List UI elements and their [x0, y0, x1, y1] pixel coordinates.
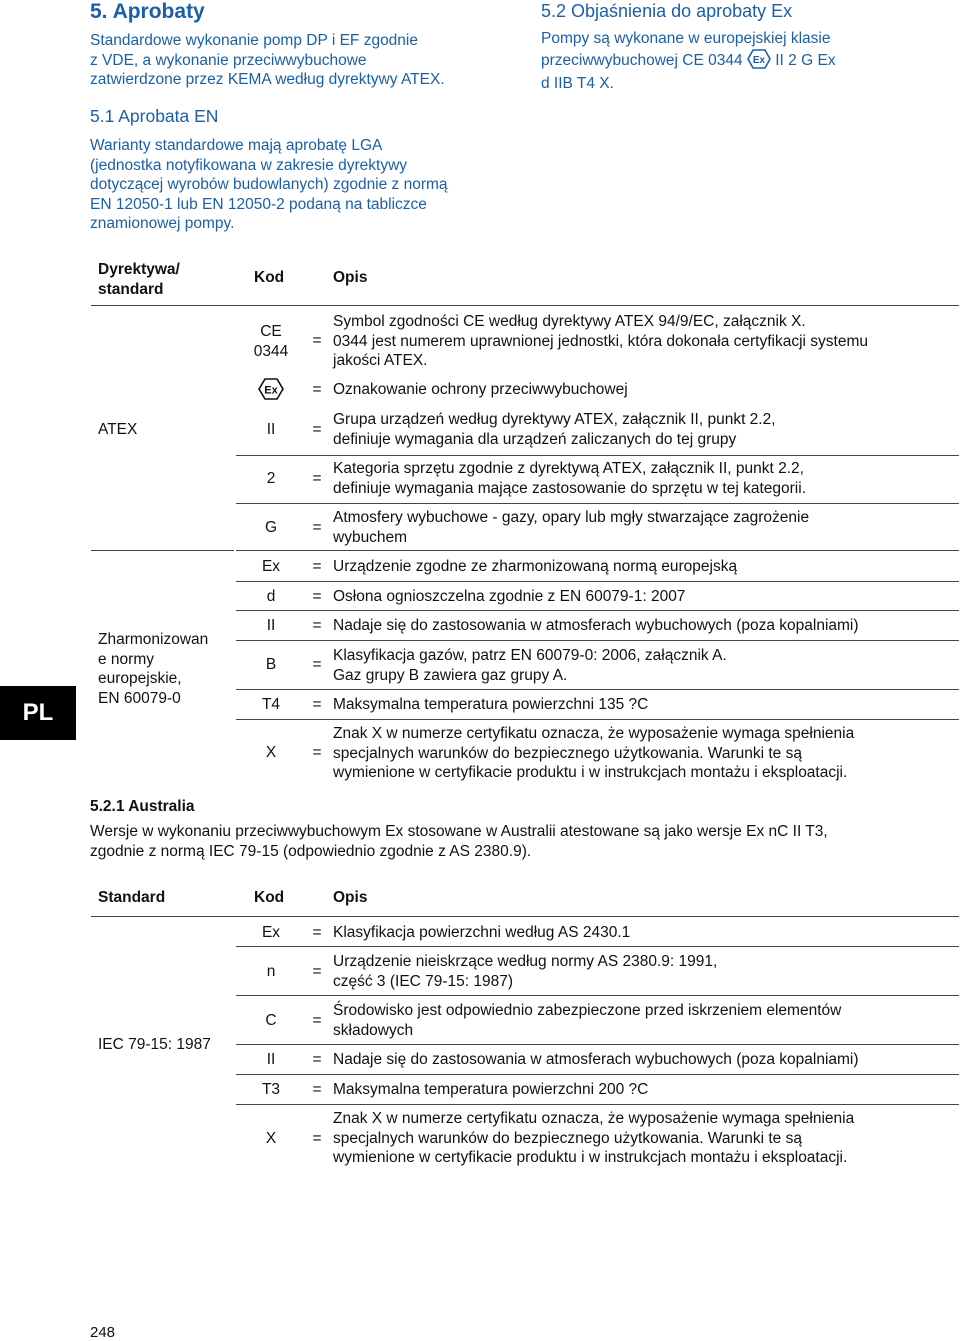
table1-code: 2 [266, 470, 276, 487]
ex-hexagon-icon [747, 49, 771, 75]
table1-description: Znak X w numerze certyfikatu oznacza, że wyposażenie wymaga spełnienia specjalnych warunków do bezpiecznego użytkowania. Warunki te są wymienione w certyfikacie produktu i w instrukcjach montażu i eksploatacji. [333, 725, 855, 782]
section-5-1-body [90, 136, 520, 234]
table1-header-code: Kod [254, 269, 285, 286]
table2-header-code: Kod [254, 889, 285, 906]
table2-row-rule [236, 946, 959, 947]
table1-code: G [264, 519, 278, 536]
ex-hexagon-icon [236, 378, 306, 406]
table1-row-rule [236, 610, 959, 611]
table1-code: X [265, 744, 277, 761]
table2-code: T3 [261, 1081, 281, 1098]
table1-equals: = [312, 421, 322, 438]
table1-code: II [266, 421, 276, 438]
table2-equals: = [312, 963, 322, 980]
table2-description: Urządzenie nieiskrzące według normy AS 2380.9: 1991, część 3 (IEC 79-15: 1987) [333, 953, 718, 990]
ex-line-1: Pompy są wykonane w europejskiej klasie [541, 30, 831, 47]
table2-row-rule [236, 1104, 959, 1105]
table1-description: Oznakowanie ochrony przeciwwybuchowej [333, 381, 628, 398]
table2-code: n [266, 963, 276, 980]
table1-code: Ex [261, 558, 281, 575]
intro-line: zatwierdzone przez KEMA według dyrektywy ATEX. [90, 71, 445, 89]
table2-row-rule [236, 1074, 959, 1075]
table1-code: T4 [261, 696, 281, 713]
table2-description: Maksymalna temperatura powierzchni 200 ?C [333, 1081, 649, 1098]
table2-description: Środowisko jest odpowiednio zabezpieczone przed iskrzeniem elementów składowych [333, 1002, 842, 1039]
table1-group-atex: ATEX [98, 421, 138, 438]
table2-equals: = [312, 1081, 322, 1098]
table1-code: CE 0344 [253, 323, 289, 360]
en-line: znamionowej pompy. [90, 215, 235, 233]
table1-equals: = [312, 332, 322, 349]
section-5-2-body [541, 29, 941, 94]
intro-line: Standardowe wykonanie pomp DP i EF zgodnie [90, 32, 418, 49]
table1-row-rule [236, 455, 959, 456]
table1-code: B [265, 656, 277, 673]
section-5-intro [90, 31, 520, 90]
svg-text:Ex: Ex [264, 384, 278, 397]
table1-header-rule [91, 305, 959, 306]
table2-equals: = [312, 1012, 322, 1029]
table2-group: IEC 79-15: 1987 [98, 1036, 211, 1053]
table1-row-rule [236, 550, 959, 551]
table2-equals: = [312, 1130, 322, 1147]
table2-header-standard: Standard [98, 889, 166, 906]
table2-code: C [265, 1012, 277, 1029]
table1-row-rule [236, 640, 959, 641]
intro-line: z VDE, a wykonanie przeciwwybuchowe [90, 51, 367, 69]
table1-description: Grupa urządzeń według dyrektywy ATEX, załącznik II, punkt 2.2, definiuje wymagania dla urządzeń zaliczanych do tej grupy [333, 411, 776, 448]
table1-equals: = [312, 588, 322, 605]
table1-group-rule [91, 550, 234, 551]
table2-description: Klasyfikacja powierzchni według AS 2430.1 [333, 924, 631, 941]
table1-description: Atmosfery wybuchowe - gazy, opary lub mgły stwarzające zagrożenie wybuchem [333, 509, 810, 546]
table1-description: Symbol zgodności CE według dyrektywy ATEX 94/9/EC, załącznik X. 0344 jest numerem uprawnionej jednostki, która dokonała certyfikacji systemu jakości ATEX. [333, 313, 869, 370]
table2-equals: = [312, 924, 322, 941]
ex-line-2-pre: przeciwwybuchowej CE 0344 [541, 51, 743, 69]
section-5-2-heading: 5.2 Objaśnienia do aprobaty Ex [541, 1, 793, 21]
table1-equals: = [312, 381, 322, 398]
table1-row-rule [236, 503, 959, 504]
table2-equals: = [312, 1051, 322, 1068]
table1-equals: = [312, 656, 322, 673]
table2-header-rule [91, 916, 959, 917]
table2-row-rule [236, 1044, 959, 1045]
table1-equals: = [312, 696, 322, 713]
table1-equals: = [312, 470, 322, 487]
table2-description: Znak X w numerze certyfikatu oznacza, że wyposażenie wymaga spełnienia specjalnych warunków do bezpiecznego użytkowania. Warunki te są wymienione w certyfikacie produktu i w instrukcjach montażu i eksploatacji. [333, 1110, 855, 1167]
table1-code: II [266, 617, 276, 634]
ex-line-2 [541, 49, 941, 75]
table2-code: Ex [261, 924, 281, 941]
table1-equals: = [312, 744, 322, 761]
page-number: 248 [90, 1324, 116, 1341]
table2-description: Nadaje się do zastosowania w atmosferach wybuchowych (poza kopalniami) [333, 1051, 859, 1068]
table1-description: Nadaje się do zastosowania w atmosferach wybuchowych (poza kopalniami) [333, 617, 859, 634]
table1-header-directive: Dyrektywa/ standard [98, 261, 180, 298]
table1-description: Urządzenie zgodne ze zharmonizowaną normą europejską [333, 558, 738, 575]
table1-description: Maksymalna temperatura powierzchni 135 ?C [333, 696, 649, 713]
australia-body: Wersje w wykonaniu przeciwwybuchowym Ex stosowane w Australii atestowane są jako wersje Ex nC II T3, zgodnie z normą IEC 79-15 (odpowiednio zgodnie z AS 2380.9). [90, 823, 828, 860]
table1-row-rule [236, 689, 959, 690]
ex-line-2-post: II 2 G Ex [775, 51, 836, 69]
table1-description: Klasyfikacja gazów, patrz EN 60079-0: 2006, załącznik A. Gaz grupy B zawiera gaz grupy A. [333, 647, 727, 684]
table1-description: Kategoria sprzętu zgodnie z dyrektywą ATEX, załącznik II, punkt 2.2, definiuje wymagania mające zastosowanie do sprzętu w tej kategorii. [333, 460, 806, 497]
en-line: Warianty standardowe mają aprobatę LGA [90, 137, 383, 154]
table1-equals: = [312, 617, 322, 634]
table1-row-rule [236, 719, 959, 720]
table1-header-description: Opis [333, 269, 368, 286]
table2-code: X [265, 1130, 277, 1147]
table2-row-rule [236, 995, 959, 996]
table1-group-en: Zharmonizowan e normy europejskie, EN 60079-0 [98, 631, 209, 707]
en-line: dotyczącej wyrobów budowlanych) zgodnie z normą [90, 176, 448, 194]
table1-equals: = [312, 519, 322, 536]
table1-equals: = [312, 558, 322, 575]
table1-code: d [266, 588, 276, 605]
ex-line-3: d IIB T4 X. [541, 75, 614, 93]
language-tab: PL [0, 686, 76, 740]
en-line: (jednostka notyfikowana w zakresie dyrektywy [90, 156, 408, 174]
svg-text:Ex: Ex [752, 54, 766, 66]
section-5-1-heading: 5.1 Aprobata EN [90, 106, 219, 126]
table2-header-description: Opis [333, 889, 368, 906]
section-5-heading: 5. Aprobaty [90, 0, 205, 23]
australia-heading: 5.2.1 Australia [90, 798, 195, 815]
en-line: EN 12050-1 lub EN 12050-2 podaną na tabliczce [90, 195, 427, 213]
table1-description: Osłona ognioszczelna zgodnie z EN 60079-1: 2007 [333, 588, 686, 605]
table2-code: II [266, 1051, 276, 1068]
table1-row-rule [236, 581, 959, 582]
